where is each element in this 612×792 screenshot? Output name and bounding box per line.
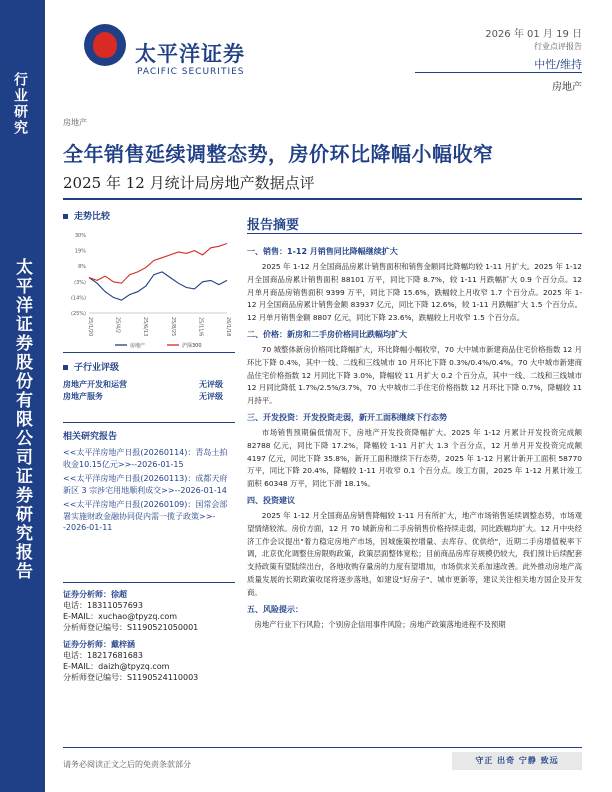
analyst-name: 证券分析师：徐超 <box>63 590 127 599</box>
abstract-divider <box>247 233 582 234</box>
y-tick-label: (3%) <box>74 279 86 286</box>
related-list <box>63 447 235 534</box>
sub-industry-name: 房地产开发和运营 <box>63 380 127 389</box>
legend-label: 沪深300 <box>182 343 202 349</box>
analyst-phone: 电话：18311057693 <box>63 601 143 610</box>
section-title: 二、价格：新房和二手房价格同比跌幅均扩大 <box>247 329 407 339</box>
square-bullet-icon <box>63 214 68 219</box>
section-body: 70 城整体新房价格同比降幅扩大，环比降幅小幅收窄，70 大中城市新建商品住宅价格指数 12 月环比下降 0.4%，其中一线、二线和三线城市 10 月环比下降 0.3%/0.4%/0.4%。70 大中城市新建商品住宅价格指数 12 月同比下降 3.0%，降幅较 11 月扩大 0.2 个百分点，其中一线、二线和三线城市 12 月同比降低 1.7%/2.5%/3.7%，70 大中城市二手住宅价格指数 12 月环比下降 0.7%，降幅较 11 月持平。 <box>247 344 582 406</box>
related-heading: 相关研究报告 <box>63 432 118 442</box>
company-motto: 守正 出奇 宁静 致远 <box>452 752 582 770</box>
section-body: 市场销售预期偏低情况下，房地产开发投资降幅扩大。2025 年 1-12 月累计开发投资完成额 82788 亿元，同比下降 17.2%，降幅较 1-11 月扩大 1.3 个百分点，12 月单月开发投资完成额 4197 亿元，同比下降 35.8%，新开工面积继续下行态势，2025 年 1-12 月累计新开工面积 58770 万平，同比下降 20.4%，降幅较 1-11 月收窄 0.1 个百分点。竣工方面，2025 年 1-12 月累计竣工面积 60348 万平，同比下滑 18.1%。 <box>247 427 582 489</box>
abstract-body <box>247 246 582 631</box>
analyst-email[interactable]: E-MAIL：xuchao@tpyzq.com <box>63 612 178 621</box>
y-tick-label: (25%) <box>70 311 86 317</box>
section-divider <box>63 422 235 423</box>
sidebar-company: 太平洋证券股份有限公司证券研究报告 <box>12 258 32 581</box>
logo-text-en: PACIFIC SECURITIES <box>137 67 245 77</box>
x-tick-label: 25/6/13 <box>142 317 149 337</box>
section-divider <box>63 582 235 583</box>
section-title: 四、投资建议 <box>247 495 295 505</box>
series-line-csi300 <box>89 244 227 284</box>
sub-industry-heading-label: 子行业评级 <box>74 363 120 373</box>
title-divider <box>63 198 582 200</box>
disclaimer: 请务必阅读正文之后的免责条款部分 <box>63 760 191 769</box>
header-divider <box>415 72 582 73</box>
report-type: 行业点评报告 <box>534 42 582 51</box>
section-body: 2025 年 1-12 月全国商品房销售降幅较 1-11 月有所扩大，地产市场销售延续调整态势，市场观望情绪较浓。房价方面，12 月 70 城新房和二手房销售价格持续走弱，同比跌幅均扩大。12 月中央经济工作会议提出"着力稳定房地产市场，因城施策控增量、去库存、优供给"，近期二手房增值税率下调，北京优化调整住房限购政策，政策层面整体宽松；目前商品房库存规模仍较大，我们预计后续配套支持政策有望陆续出台，各地收购存量房的力度有望增加，市场供求关系加速改善。此外推动房地产高质量发展的长期政策收尾将逐步落地，如建设"好房子"、城市更新等，建议关注相关地方国企及开发商。 <box>247 510 582 597</box>
y-tick-label: 30% <box>74 233 86 239</box>
trend-heading-label: 走势比较 <box>74 212 111 222</box>
sub-industry-rating: 无评级 <box>199 380 223 389</box>
x-tick-label: 25/8/25 <box>169 317 176 337</box>
industry-rating: 中性/维持 <box>534 58 582 71</box>
report-date: 2026 年 01 月 19 日 <box>485 29 582 40</box>
legend-label: 房地产 <box>130 343 146 349</box>
logo-mark <box>93 32 117 58</box>
sidebar-category: 行业研究 <box>12 72 28 136</box>
square-bullet-icon <box>63 365 68 370</box>
related-item[interactable]: <<太平洋房地产日报(20260114)：青岛土拍收金10.15亿元>>--2026-01-15 <box>63 448 228 469</box>
y-tick-label: 8% <box>78 264 86 271</box>
section-divider <box>63 352 235 353</box>
analyst-cert: 分析师登记编号：S1190521050001 <box>63 623 199 632</box>
analyst-name: 证券分析师：戴梓涵 <box>63 640 135 649</box>
sub-industry-rating: 无评级 <box>199 392 223 401</box>
trend-heading <box>63 209 235 222</box>
page-subtitle: 2025 年 12 月统计局房地产数据点评 <box>63 174 315 192</box>
x-tick-label: 26/1/18 <box>225 317 231 337</box>
abstract-heading: 报告摘要 <box>247 218 300 233</box>
x-tick-label: 25/11/6 <box>197 317 204 337</box>
analyst-cert: 分析师登记编号：S1190524110003 <box>63 673 199 682</box>
y-tick-label: (14%) <box>70 295 86 302</box>
x-tick-label: 25/1/20 <box>87 317 93 337</box>
analyst-phone: 电话：18217681683 <box>63 651 143 660</box>
series-line-realestate <box>89 272 227 300</box>
industry-name: 房地产 <box>552 82 582 93</box>
sub-industry-row <box>63 392 223 402</box>
page-title: 全年销售延续调整态势，房价环比降幅小幅收窄 <box>63 142 494 166</box>
analyst-email[interactable]: E-MAIL：daizh@tpyzq.com <box>63 662 170 671</box>
sub-industry-heading <box>63 360 235 373</box>
trend-chart <box>63 227 235 351</box>
y-tick-label: 19% <box>74 248 86 255</box>
footer-divider <box>63 747 582 748</box>
section-title: 一、销售：1-12 月销售同比降幅继续扩大 <box>247 247 398 256</box>
related-item[interactable]: <<太平洋房地产日报(20260113)：成都天府新区 3 宗涉宅用地顺利成交>>--2026-01-14 <box>63 474 228 495</box>
industry-tag: 房地产 <box>63 118 87 127</box>
section-title: 五、风险提示： <box>247 604 303 614</box>
section-title: 三、开发投资：开发投资走弱，新开工面积继续下行态势 <box>247 412 447 422</box>
sub-industry-name: 房地产服务 <box>63 392 103 401</box>
related-item[interactable]: <<太平洋房地产日报(20260109)：国常会部署实施财政金融协同促内需一揽子政策>>--2026-01-11 <box>63 500 228 532</box>
sub-industry-row <box>63 380 223 390</box>
section-body: 2025 年 1-12 月全国商品房累计销售面积和销售金额同比降幅均较 1-11 月扩大。2025 年 1-12 月全国商品房累计销售面积 88101 万平，同比下降 8.7%，较 1-11 月跌幅扩大 0.9 个百分点。12 月单月商品房销售面积 9399 万平，同比下降 15.6%，跌幅较上月收窄 1.7 个百分点。2025 年 1-12 月全国商品房累计销售金额 83937 亿元，同比下降 12.6%，较 1-11 月跌幅扩大 1.5 个百分点。12 月单月销售金额 8807 亿元，同比下降 23.6%，跌幅较上月收窄 1.5 个百分点。 <box>247 262 582 323</box>
analyst-block <box>63 589 235 683</box>
section-body: 房地产行业下行风险；个别房企信用事件风险；房地产政策落地进程不及预期 <box>254 619 506 629</box>
x-tick-label: 25/4/2 <box>114 317 121 334</box>
sub-industry-table <box>63 380 223 404</box>
logo-text-cn: 太平洋证券 <box>135 42 245 66</box>
